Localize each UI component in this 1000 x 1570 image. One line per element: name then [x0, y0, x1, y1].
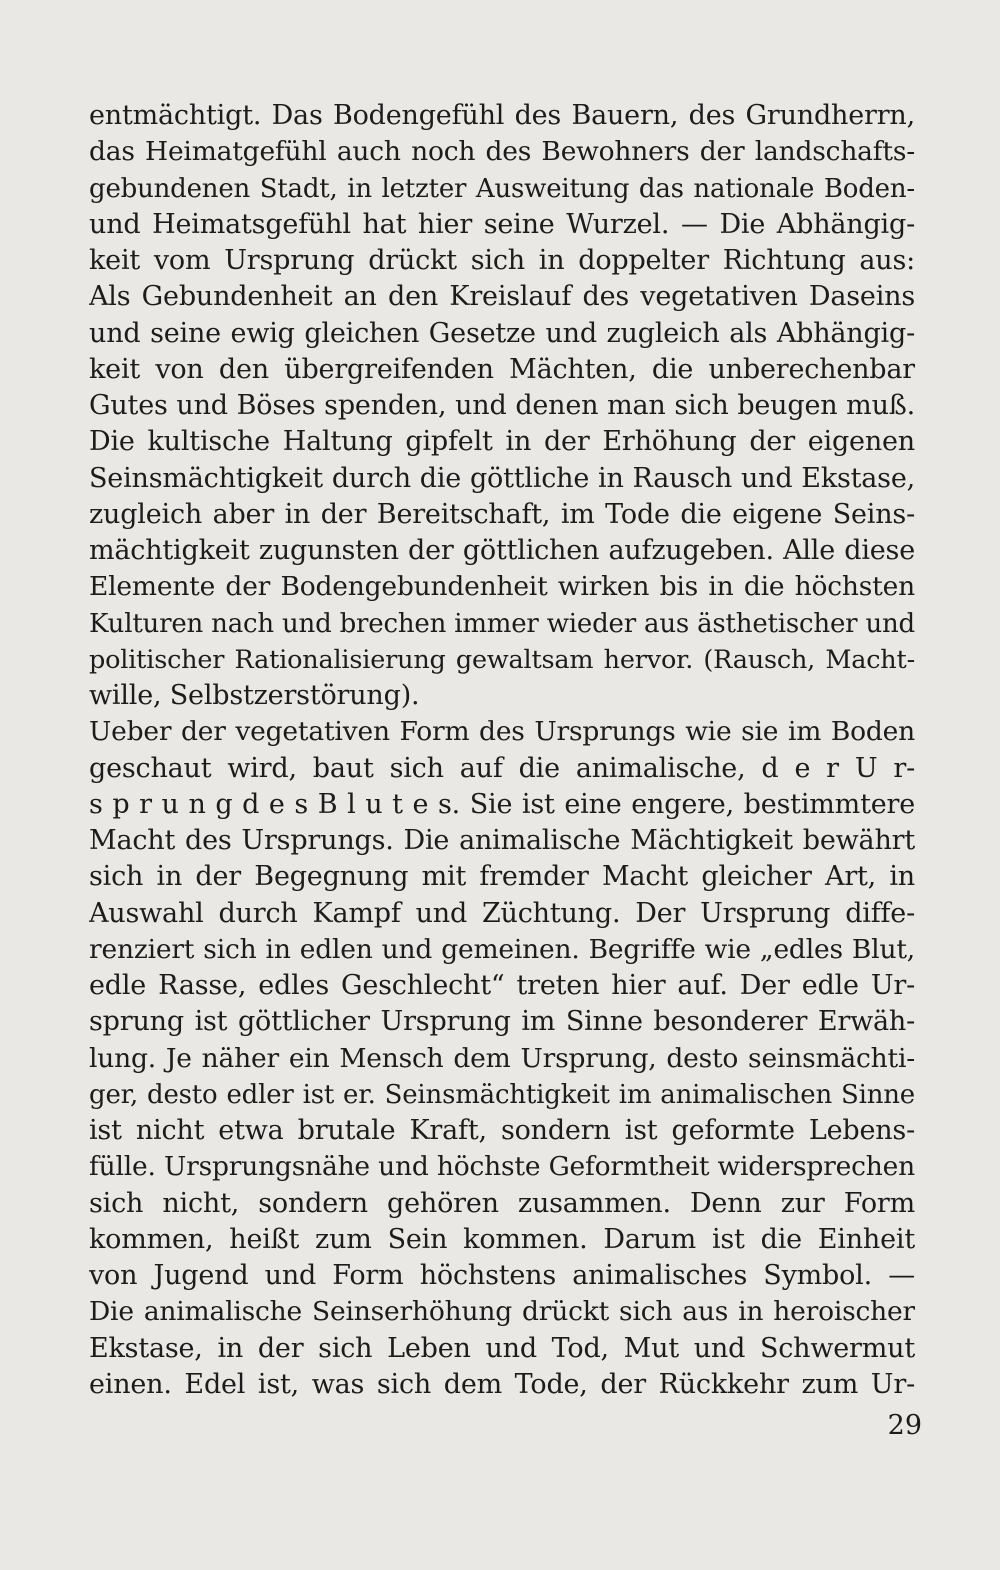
text-line: einen. Edel ist, was sich dem Tode, der Rückkehr zum Ur- [89, 1368, 915, 1400]
text-line: fülle. Ursprungsnähe und höchste Geformtheit widersprechen [89, 1151, 915, 1183]
text-line: Als Gebundenheit an den Kreislauf des vegetativen Daseins [89, 281, 915, 313]
text-line: entmächtigt. Das Bodengefühl des Bauern, des Grundherrn, [89, 100, 915, 131]
text-line: Seinsmächtigkeit durch die göttliche in Rausch und Ekstase, [89, 462, 915, 494]
text-line: von Jugend und Form höchstens animalisches Symbol. — [89, 1260, 915, 1291]
text-line: ger, desto edler ist er. Seinsmächtigkeit im animalischen Sinne [89, 1079, 915, 1110]
text-line: ist nicht etwa brutale Kraft, sondern ist geformte Lebens- [89, 1115, 915, 1146]
text-line: Macht des Ursprungs. Die animalische Mächtigkeit bewährt [89, 825, 915, 856]
text-line: geschaut wird, baut sich auf die animalische, d e r U r- [89, 752, 915, 784]
text-line: wille, Selbstzerstörung). [89, 680, 420, 711]
text-line: keit von den übergreifenden Mächten, die unberechenbar [89, 353, 915, 385]
text-line: mächtigkeit zugunsten der göttlichen aufzugeben. Alle diese [89, 535, 915, 566]
text-line: keit vom Ursprung drückt sich in doppelter Richtung aus: [89, 245, 915, 276]
text-line: und seine ewig gleichen Gesetze und zugleich als Abhängig- [89, 317, 915, 349]
text-line: kommen, heißt zum Sein kommen. Darum ist die Einheit [89, 1223, 915, 1255]
text-line: sprung ist göttlicher Ursprung im Sinne besonderer Erwäh- [89, 1006, 915, 1038]
text-line: Gutes und Böses spenden, und denen man sich beugen muß. [89, 390, 915, 421]
text-line: Ekstase, in der sich Leben und Tod, Mut und Schwermut [89, 1332, 915, 1364]
page-number: 29 [887, 1410, 922, 1441]
text-line: das Heimatgefühl auch noch des Bewohners der landschafts- [89, 136, 915, 168]
text-line: sich nicht, sondern gehören zusammen. Denn zur Form [89, 1187, 915, 1219]
text-line: und Heimatsgefühl hat hier seine Wurzel. — Die Abhängig- [89, 208, 915, 240]
text-line: lung. Je näher ein Mensch dem Ursprung, desto seinsmächti- [89, 1042, 915, 1074]
text-line: renziert sich in edlen und gemeinen. Begriffe wie „edles Blut, [89, 933, 915, 965]
text-line: s p r u n g d e s B l u t e s. Sie ist eine engere, bestimmtere [89, 788, 915, 820]
text-line: gebundenen Stadt, in letzter Ausweitung das nationale Boden- [89, 173, 915, 204]
text-line: sich in der Begegnung mit fremder Macht gleicher Art, in [89, 861, 915, 893]
text-line: zugleich aber in der Bereitschaft, im Tode die eigene Seins- [89, 498, 915, 530]
text-line: edle Rasse, edles Geschlecht“ treten hier auf. Der edle Ur- [89, 970, 915, 1001]
text-line: Auswahl durch Kampf und Züchtung. Der Ursprung diffe- [89, 897, 915, 929]
text-line: Ueber der vegetativen Form des Ursprungs wie sie im Boden [89, 716, 915, 748]
text-line: Die kultische Haltung gipfelt in der Erhöhung der eigenen [89, 426, 915, 458]
text-line: Die animalische Seinserhöhung drückt sich aus in heroischer [89, 1296, 915, 1328]
text-line: Elemente der Bodengebundenheit wirken bis in die höchsten [89, 571, 915, 603]
body-text [89, 98, 915, 1403]
text-line: Kulturen nach und brechen immer wieder aus ästhetischer und [89, 608, 915, 639]
text-line: politischer Rationalisierung gewaltsam hervor. (Rausch, Macht- [89, 644, 915, 675]
